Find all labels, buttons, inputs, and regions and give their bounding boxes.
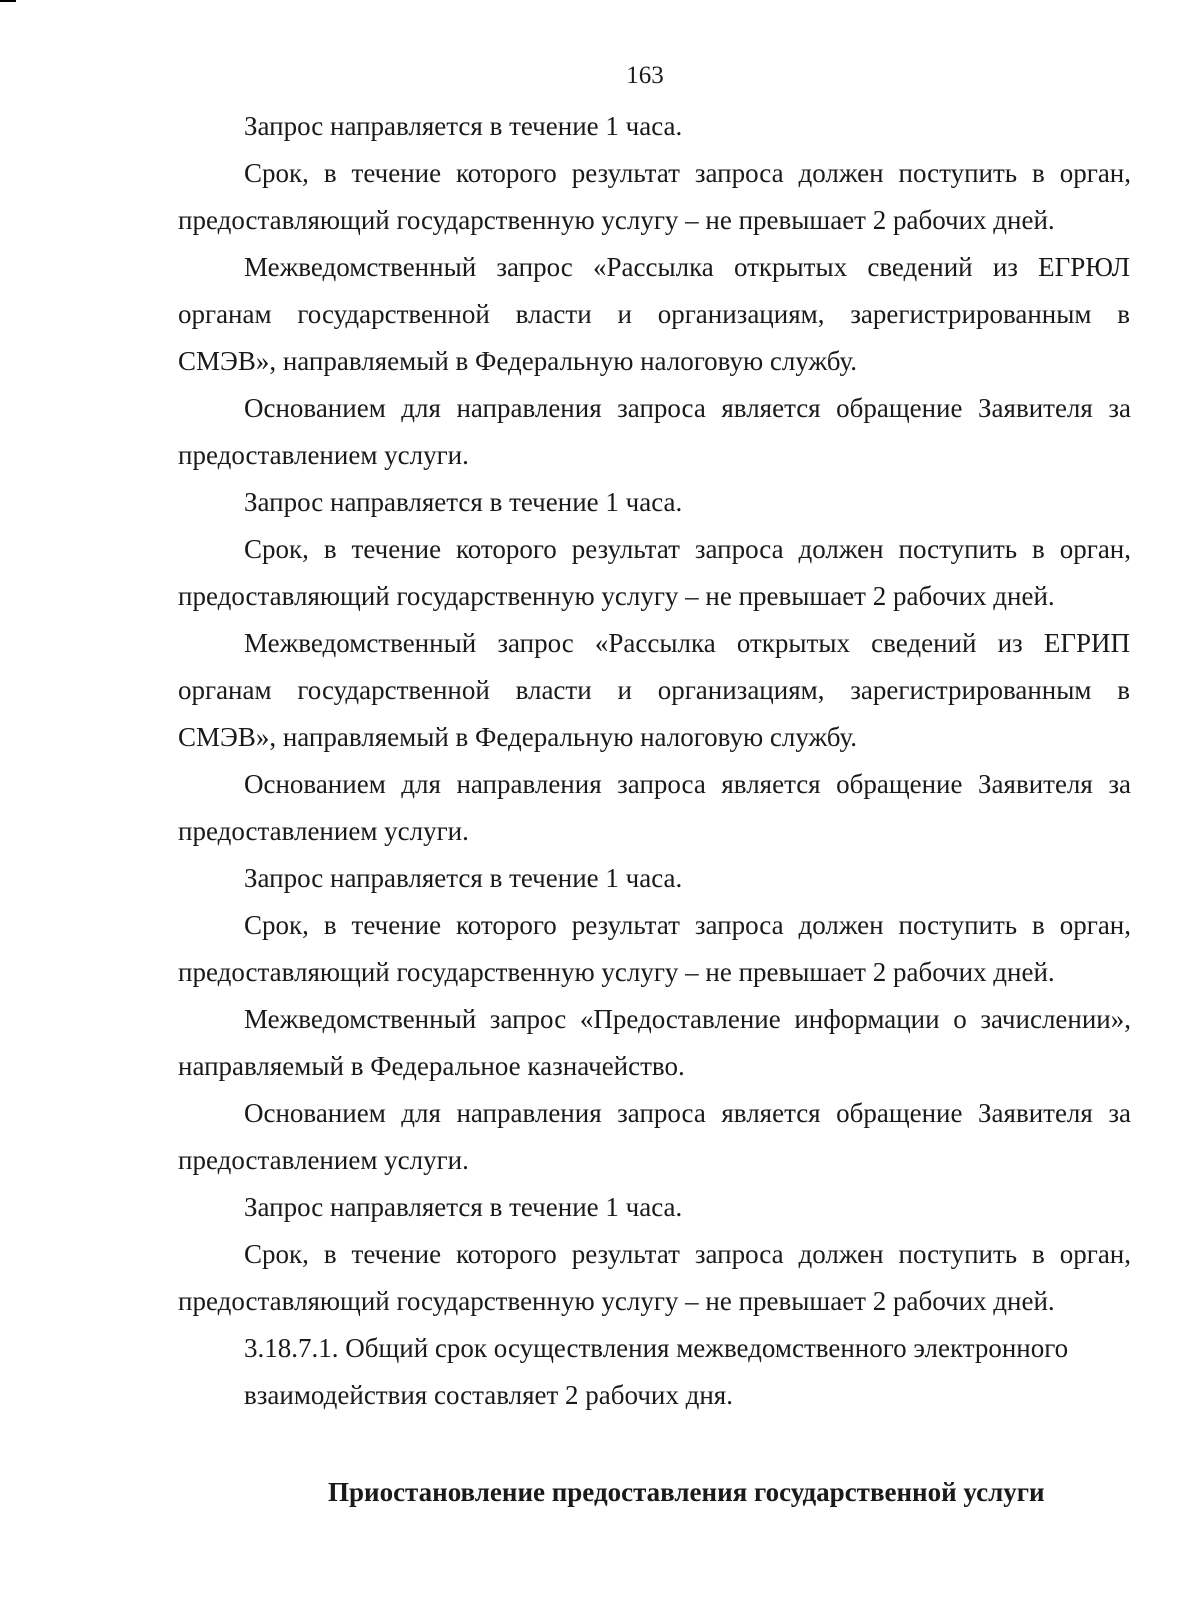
- text-line: Запрос направляется в течение 1 часа.: [244, 487, 683, 517]
- text-line: органам государственной власти и организациям, зарегистрированным в: [178, 299, 1130, 329]
- text-line: предоставлением услуги.: [178, 816, 469, 846]
- text-line: Срок, в течение которого результат запроса должен поступить в орган,: [244, 1239, 1131, 1269]
- text-line: предоставляющий государственную услугу – не превышает 2 рабочих дней.: [178, 205, 1055, 235]
- text-line: СМЭВ», направляемый в Федеральную налоговую службу.: [178, 722, 858, 752]
- text-line: предоставлением услуги.: [178, 1145, 469, 1175]
- text-line: Запрос направляется в течение 1 часа.: [244, 111, 683, 141]
- scan-corner-mark: [0, 0, 16, 2]
- text-line: Основанием для направления запроса является обращение Заявителя за: [244, 393, 1131, 423]
- text-line: Основанием для направления запроса является обращение Заявителя за: [244, 1098, 1131, 1128]
- text-line: органам государственной власти и организациям, зарегистрированным в: [178, 675, 1130, 705]
- text-line: направляемый в Федеральное казначейство.: [178, 1051, 685, 1081]
- text-line: Срок, в течение которого результат запроса должен поступить в орган,: [244, 158, 1131, 188]
- text-line: Основанием для направления запроса является обращение Заявителя за: [244, 769, 1131, 799]
- page-number: 163: [626, 62, 664, 89]
- text-line: предоставляющий государственную услугу – не превышает 2 рабочих дней.: [178, 957, 1055, 987]
- section-heading: Приостановление предоставления государственной услуги: [328, 1477, 1045, 1507]
- text-line: предоставлением услуги.: [178, 440, 469, 470]
- text-line: Запрос направляется в течение 1 часа.: [244, 863, 683, 893]
- text-line: Межведомственный запрос «Предоставление информации о зачислении»,: [244, 1004, 1131, 1034]
- text-line: Межведомственный запрос «Рассылка открытых сведений из ЕГРЮЛ: [244, 252, 1130, 282]
- text-line: Срок, в течение которого результат запроса должен поступить в орган,: [244, 910, 1131, 940]
- text-line: предоставляющий государственную услугу – не превышает 2 рабочих дней.: [178, 1286, 1055, 1316]
- text-line: Межведомственный запрос «Рассылка открытых сведений из ЕГРИП: [244, 628, 1130, 658]
- text-line: 3.18.7.1. Общий срок осуществления межведомственного электронного: [244, 1333, 1069, 1363]
- text-line: Запрос направляется в течение 1 часа.: [244, 1192, 683, 1222]
- text-line: предоставляющий государственную услугу – не превышает 2 рабочих дней.: [178, 581, 1055, 611]
- text-line: Срок, в течение которого результат запроса должен поступить в орган,: [244, 534, 1131, 564]
- text-line: взаимодействия составляет 2 рабочих дня.: [244, 1380, 733, 1410]
- text-line: СМЭВ», направляемый в Федеральную налоговую службу.: [178, 346, 858, 376]
